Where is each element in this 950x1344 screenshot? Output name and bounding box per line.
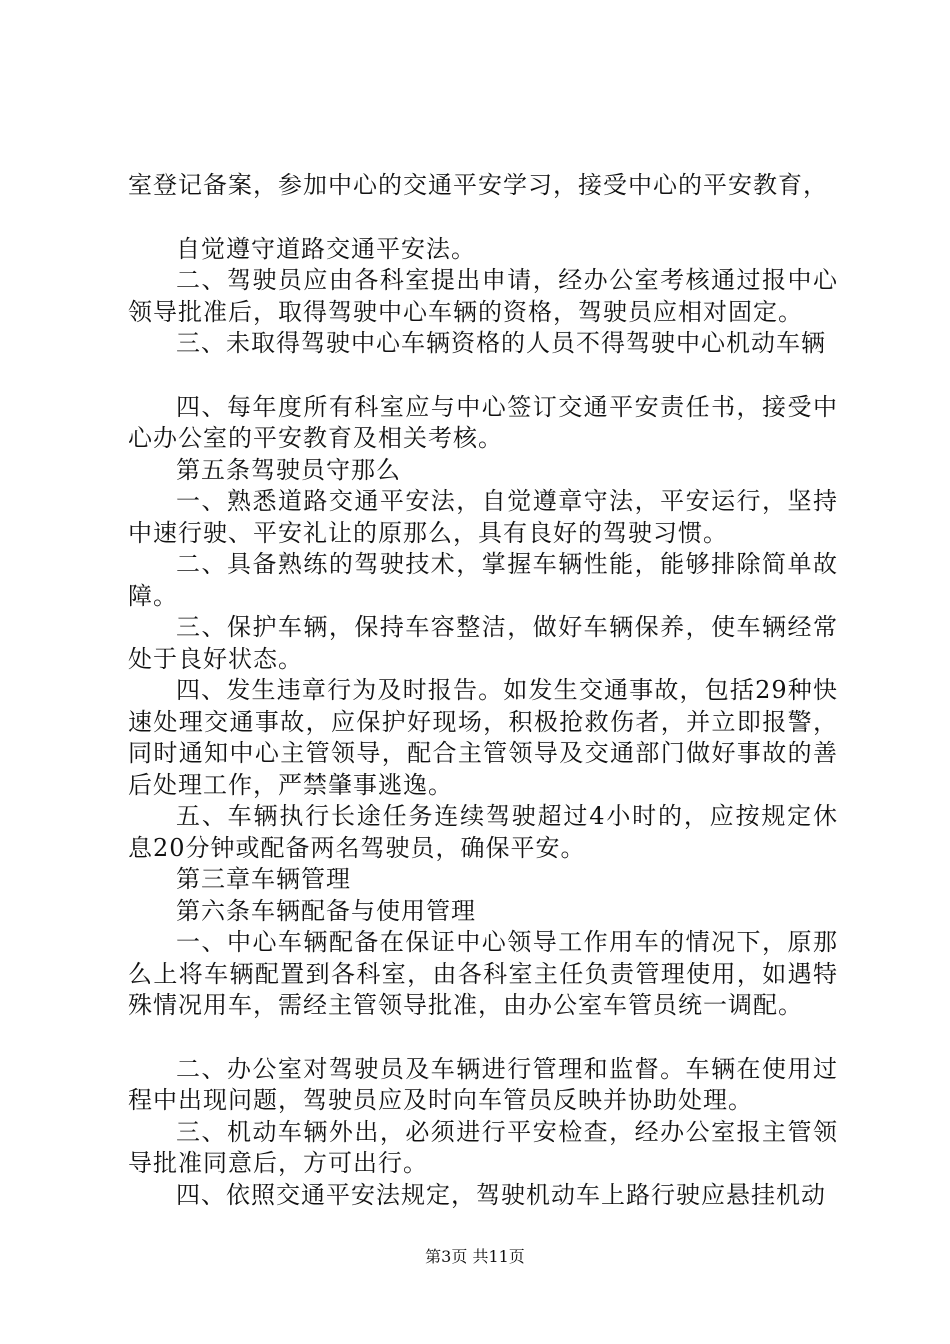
section-heading: 第六条车辆配备与使用管理 [176,896,476,925]
paragraph: 二、驾驶员应由各科室提出申请，经办公室考核通过报中心领导批准后，取得驾驶中心车辆的资格，驾驶员应相对固定。 [128,266,838,326]
page-footer: 第3页 共11页 [425,1247,525,1266]
document-body [128,170,838,1211]
paragraph-gap [128,1022,838,1054]
paragraph-gap [128,360,838,392]
paragraph: 四、发生违章行为及时报告。如发生交通事故，包括29种快速处理交通事故，应保护好现场，积极抢救伤者，并立即报警，同时通知中心主管领导，配合主管领导及交通部门做好事故的善后处理工作，严禁肇事逃逸。 [128,676,838,799]
paragraph: 四、依照交通平安法规定，驾驶机动车上路行驶应悬挂机动 [176,1180,826,1209]
paragraph: 三、保护车辆，保持车容整洁，做好车辆保养，使车辆经常处于良好状态。 [128,613,838,673]
paragraph: 三、机动车辆外出，必须进行平安检查，经办公室报主管领导批准同意后，方可出行。 [128,1117,838,1177]
paragraph: 三、未取得驾驶中心车辆资格的人员不得驾驶中心机动车辆 [176,329,826,357]
section-heading: 第五条驾驶员守那么 [176,455,401,484]
paragraph: 室登记备案，参加中心的交通平安学习，接受中心的平安教育， [128,171,828,199]
paragraph: 二、具备熟练的驾驶技术，掌握车辆性能，能够排除简单故障。 [128,550,838,610]
paragraph: 一、熟悉道路交通平安法，自觉遵章守法，平安运行，坚持中速行驶、平安礼让的原那么，具有良好的驾驶习惯。 [128,487,838,547]
paragraph-gap [128,202,838,234]
paragraph: 二、办公室对驾驶员及车辆进行管理和监督。车辆在使用过程中出现问题，驾驶员应及时向车管员反映并协助处理。 [128,1054,838,1114]
chapter-heading: 第三章车辆管理 [176,865,351,893]
paragraph: 四、每年度所有科室应与中心签订交通平安责任书，接受中心办公室的平安教育及相关考核。 [128,392,838,452]
paragraph: 自觉遵守道路交通平安法。 [176,234,476,263]
paragraph: 五、车辆执行长途任务连续驾驶超过4小时的，应按规定休息20分钟或配备两名驾驶员，确保平安。 [128,802,838,862]
paragraph: 一、中心车辆配备在保证中心领导工作用车的情况下，原那么上将车辆配置到各科室，由各科室主任负责管理使用，如遇特殊情况用车，需经主管领导批准，由办公室车管员统一调配。 [128,928,838,1019]
